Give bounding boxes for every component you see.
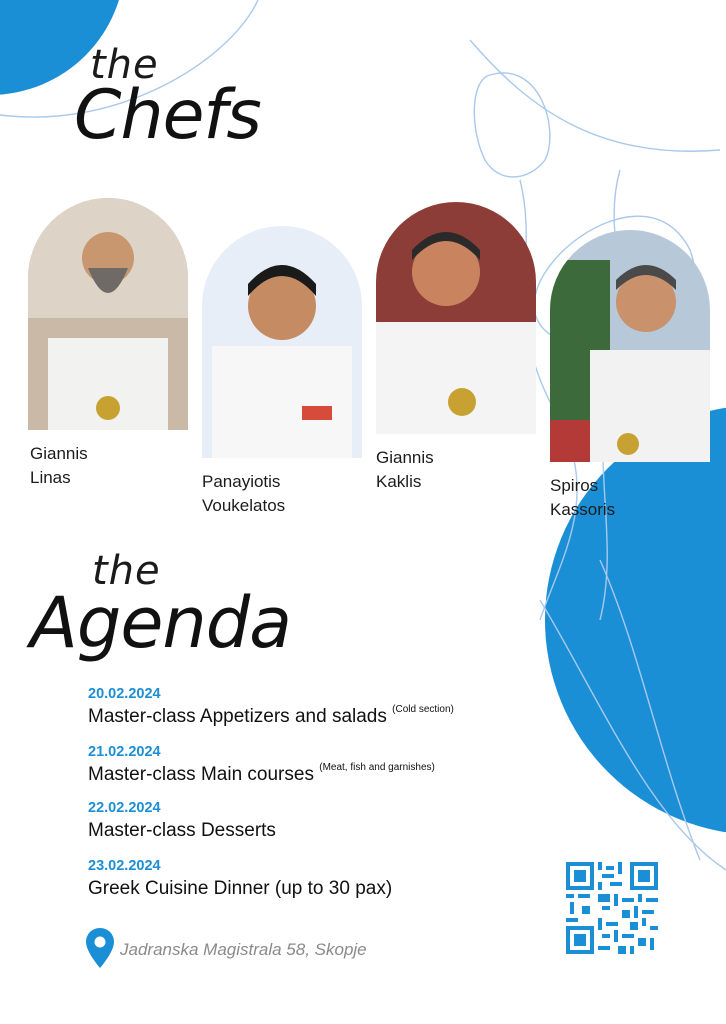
agenda-heading-small: the [92,548,161,594]
location-pin-icon [86,928,114,968]
agenda-date: 22.02.2024 [88,800,161,816]
agenda-date: 23.02.2024 [88,858,161,874]
chef-first-name: Giannis [30,444,88,463]
agenda-title-text: Master-class Desserts [88,820,276,841]
chef-first-name: Giannis [376,448,434,467]
chef-name-4 [550,474,615,522]
address-text: Jadranska Magistrala 58, Skopje [120,940,367,959]
chef-first-name: Spiros [550,476,599,495]
chef-name-3 [376,446,434,494]
agenda-title [88,706,454,728]
chef-photo-spiros-kassoris [550,230,710,462]
qr-code-icon[interactable] [566,862,658,954]
chef-last-name: Kassoris [550,500,616,519]
chef-photo-giannis-kaklis [376,202,536,434]
chef-name-2 [202,470,285,518]
chef-last-name: Linas [30,468,71,487]
agenda-title [88,764,435,786]
agenda-note: (Meat, fish and garnishes) [319,762,435,773]
agenda-date: 20.02.2024 [88,686,161,702]
agenda-date: 21.02.2024 [88,744,161,760]
chef-last-name: Kaklis [376,472,422,491]
chef-photo-giannis-linas [28,198,188,430]
agenda-title-text: Master-class Main courses [88,764,314,785]
chefs-heading-small: the [90,42,159,88]
agenda-heading: Agenda [30,582,292,664]
agenda-note: (Cold section) [392,704,454,715]
chef-last-name: Voukelatos [202,496,286,515]
agenda-title [88,820,276,842]
chef-first-name: Panayiotis [202,472,281,491]
chef-photo-panayiotis-voukelatos [202,226,362,458]
agenda-title-text: Master-class Appetizers and salads [88,706,387,727]
chef-name-1 [30,442,88,490]
agenda-title [88,878,392,900]
agenda-title-text: Greek Cuisine Dinner (up to 30 pax) [88,878,393,899]
chefs-heading: Chefs [74,76,261,155]
